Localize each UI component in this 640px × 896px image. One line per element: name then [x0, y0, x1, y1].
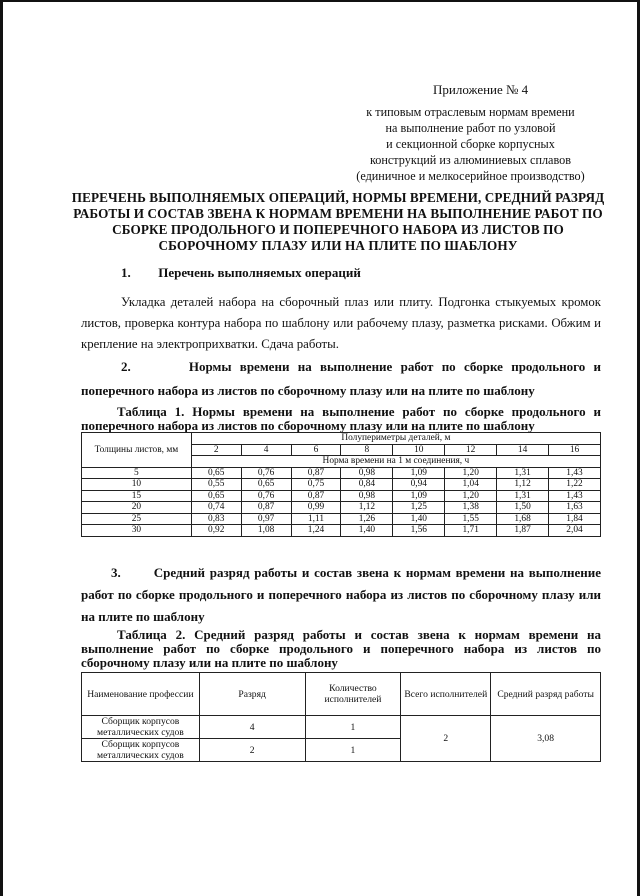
table-cell: 1,71 [445, 525, 497, 537]
table-cell: 0,74 [191, 502, 241, 514]
table-cell: 1,26 [341, 513, 393, 525]
table-2-header: Наименование профессии [82, 673, 200, 716]
section-title: Средний разряд работы и состав звена к нормам времени на выполнение работ по сборке продольного и поперечного набора из листов по сборочному плазу или на плите по шаблону [81, 565, 602, 624]
table-cell: 20 [82, 502, 192, 514]
table-cell: 0,87 [241, 502, 291, 514]
table-1-subheader: Норма времени на 1 м соединения, ч [191, 456, 600, 468]
table-1-col0-header: Толщины листов, мм [82, 433, 192, 468]
table-cell: 2 [199, 739, 305, 762]
table-cell: 0,76 [241, 490, 291, 502]
table-cell: 1,43 [549, 490, 601, 502]
table-cell: 0,75 [291, 479, 341, 491]
document-title: ПЕРЕЧЕНЬ ВЫПОЛНЯЕМЫХ ОПЕРАЦИЙ, НОРМЫ ВРЕМЕНИ, СРЕДНИЙ РАЗРЯД РАБОТЫ И СОСТАВ ЗВЕНА К НОРМАМ ВРЕМЕНИ НА ВЫПОЛНЕНИЕ РАБОТ ПО СБОРКЕ ПРОДОЛЬНОГО И ПОПЕРЕЧНОГО НАБОРА ИЗ ЛИСТОВ ПО СБОРОЧНОМУ ПЛАЗУ ИЛИ НА ПЛИТЕ ПО ШАБЛОНУ [71, 190, 605, 253]
table-1-column-header: 2 [191, 444, 241, 456]
table-cell: 1,24 [291, 525, 341, 537]
table-1-group-header: Полупериметры деталей, м [191, 433, 600, 445]
table-cell: 1,11 [291, 513, 341, 525]
table-cell: 0,83 [191, 513, 241, 525]
table-1-caption: Таблица 1. Нормы времени на выполнение работ по сборке продольного и поперечного набора из листов по сборочному плазу или на плите по шаблону [81, 404, 601, 433]
table-1-column-header: 8 [341, 444, 393, 456]
table-cell: 1,31 [497, 490, 549, 502]
table-cell: 1,22 [549, 479, 601, 491]
table-1-column-header: 16 [549, 444, 601, 456]
table-cell: 5 [82, 467, 192, 479]
appendix-subtitle-line: конструкций из алюминиевых сплавов [369, 153, 571, 167]
table-cell: 4 [199, 716, 305, 739]
table-cell-average: 3,08 [491, 716, 601, 762]
appendix-title: Приложение № 4 [433, 82, 529, 97]
table-cell: 1,12 [497, 479, 549, 491]
table-cell: 1,38 [445, 502, 497, 514]
section-1-paragraph: Укладка деталей набора на сборочный плаз или плиту. Подгонка стыкуемых кромок листов, проверка контура набора по шаблону или рабочему плазу, разметка рисками. Обжим и крепление на электроприхватки. Сдача работы. [81, 295, 601, 351]
table-1-column-header: 4 [241, 444, 291, 456]
table-2-header: Количество исполнителей [305, 673, 401, 716]
table-cell: 1,84 [549, 513, 601, 525]
table-cell: 30 [82, 525, 192, 537]
table-cell: 1,09 [393, 467, 445, 479]
table-cell: 0,65 [191, 490, 241, 502]
section-number: 2. [121, 359, 131, 374]
section-number: 3. [111, 565, 121, 580]
table-cell: 1,08 [241, 525, 291, 537]
table-cell: 0,87 [291, 490, 341, 502]
table-1-column-header: 14 [497, 444, 549, 456]
table-cell: 0,98 [341, 490, 393, 502]
table-row [82, 716, 601, 739]
table-cell: 1,63 [549, 502, 601, 514]
table-cell: 1,50 [497, 502, 549, 514]
table-cell: 1,20 [445, 490, 497, 502]
table-1-column-header: 6 [291, 444, 341, 456]
table-cell: 1,20 [445, 467, 497, 479]
table-cell: 1,12 [341, 502, 393, 514]
table-cell: 1,31 [497, 467, 549, 479]
table-row [82, 525, 601, 537]
table-2-header: Всего исполнителей [401, 673, 491, 716]
table-2-header: Средний разряд работы [491, 673, 601, 716]
table-cell: 1,68 [497, 513, 549, 525]
table-cell: 1,40 [393, 513, 445, 525]
table-cell: 0,92 [191, 525, 241, 537]
table-cell: 1,55 [445, 513, 497, 525]
appendix-subtitle-line: и секционной сборке корпусных [386, 137, 555, 151]
section-number: 1. [121, 265, 131, 280]
appendix-subtitle-line: (единичное и мелкосерийное производство) [356, 169, 585, 183]
table-1-column-header: 12 [445, 444, 497, 456]
appendix-subtitle-line: на выполнение работ по узловой [385, 121, 556, 135]
table-cell: Сборщик корпусов металлических судов [82, 716, 200, 739]
table-cell: 1,43 [549, 467, 601, 479]
table-cell: 1 [305, 716, 401, 739]
table-cell-total: 2 [401, 716, 491, 762]
section-2-heading [81, 355, 601, 403]
table-cell: 1,09 [393, 490, 445, 502]
table-cell: 0,98 [341, 467, 393, 479]
table-cell: 0,99 [291, 502, 341, 514]
table-cell: 0,97 [241, 513, 291, 525]
table-cell: 0,55 [191, 479, 241, 491]
section-3-heading [81, 562, 601, 628]
section-title: Перечень выполняемых операций [158, 265, 361, 280]
table-cell: 0,84 [341, 479, 393, 491]
table-cell: 1 [305, 739, 401, 762]
table-2-header: Разряд [199, 673, 305, 716]
table-cell: Сборщик корпусов металлических судов [82, 739, 200, 762]
table-cell: 1,04 [445, 479, 497, 491]
table-cell: 0,65 [241, 479, 291, 491]
table-row [82, 490, 601, 502]
table-cell: 0,65 [191, 467, 241, 479]
table-cell: 0,87 [291, 467, 341, 479]
table-cell: 1,87 [497, 525, 549, 537]
section-1-heading [121, 265, 361, 281]
table-cell: 1,25 [393, 502, 445, 514]
table-2 [81, 672, 601, 762]
table-1-column-header: 10 [393, 444, 445, 456]
section-title: Нормы времени на выполнение работ по сборке продольного и поперечного набора из листов по сборочному плазу или на плите по шаблону [81, 359, 601, 398]
table-cell: 1,56 [393, 525, 445, 537]
table-cell: 25 [82, 513, 192, 525]
table-cell: 2,04 [549, 525, 601, 537]
appendix-subtitle-line: к типовым отраслевым нормам времени [366, 105, 575, 119]
appendix-subtitle [343, 104, 598, 184]
table-row [82, 467, 601, 479]
table-row [82, 513, 601, 525]
table-cell: 1,40 [341, 525, 393, 537]
table-row [82, 479, 601, 491]
table-row [82, 502, 601, 514]
table-cell: 10 [82, 479, 192, 491]
table-cell: 15 [82, 490, 192, 502]
table-1 [81, 432, 601, 537]
table-cell: 0,76 [241, 467, 291, 479]
table-2-caption: Таблица 2. Средний разряд работы и состав звена к нормам времени на выполнение работ по сборке продольного и поперечного набора из листов по сборочному плазу или на плите по шаблону [81, 627, 601, 670]
table-cell: 0,94 [393, 479, 445, 491]
